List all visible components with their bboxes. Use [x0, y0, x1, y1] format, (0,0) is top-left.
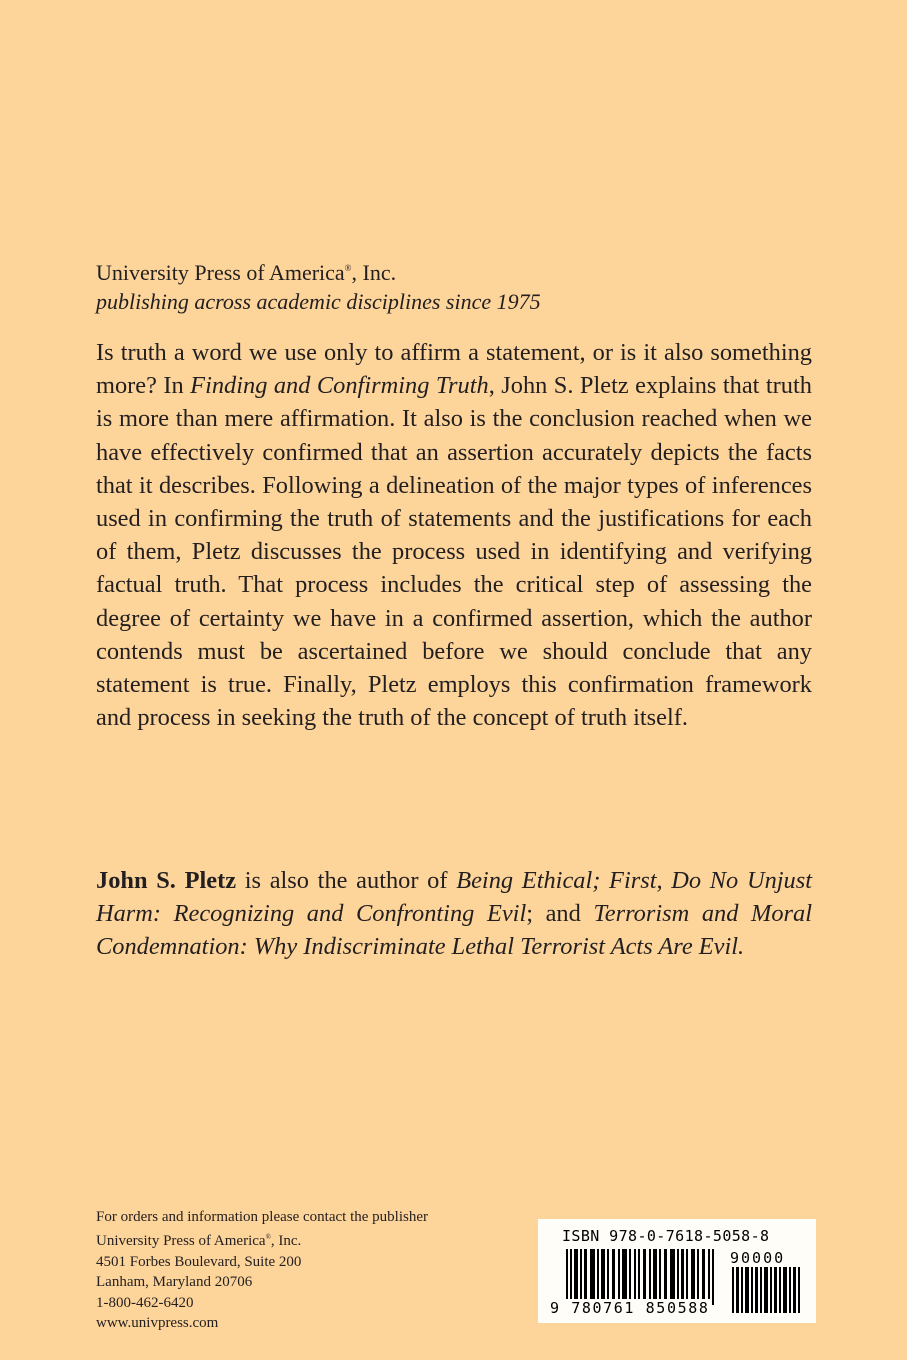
- publisher-suffix: , Inc.: [351, 260, 397, 285]
- contact-address-1: 4501 Forbes Boulevard, Suite 200: [96, 1253, 302, 1270]
- book-description: [96, 336, 812, 734]
- publisher-tagline: publishing across academic disciplines since 1975: [96, 289, 541, 314]
- addon-barcode-bars-icon: [732, 1267, 802, 1313]
- publisher-contact: [96, 1207, 428, 1333]
- contact-phone: 1-800-462-6420: [96, 1294, 194, 1311]
- bio-text: ; and: [526, 900, 594, 928]
- barcode-bars-icon: [566, 1249, 716, 1305]
- description-text: Is truth a word we use only to affirm a statement, or is it also something more? In: [96, 339, 812, 400]
- contact-publisher-suffix: , Inc.: [270, 1233, 302, 1250]
- isbn-label: ISBN 978-0-7618-5058-8: [562, 1227, 770, 1245]
- registered-mark: ®: [344, 263, 352, 273]
- contact-intro: For orders and information please contact the publisher: [96, 1209, 428, 1225]
- author-name: John S. Pletz: [96, 867, 237, 894]
- barcode-digits: 9 780761 850588: [550, 1299, 710, 1317]
- publisher-name: University Press of America: [96, 260, 345, 285]
- publisher-header: [96, 254, 541, 316]
- description-text: , John S. Pletz explains that truth is more than mere affirmation. It also is the conclusion reached when we have effectively confirmed that an assertion accurately depicts the facts that it describes. Following a delineation of the major types of inferences used in confirming the truth of statements and the justifications for each of them, Pletz discusses the process used in identifying and verifying factual truth. That process includes the critical step of assessing the degree of certainty we have in a confirmed assertion, which the author contends must be ascertained before we should conclude that any statement is true. Finally, Pletz employs this confirmation framework and process in seeking the truth of the concept of truth itself.: [96, 372, 812, 732]
- bio-text: is also the author of: [236, 867, 457, 894]
- other-book-title: Being Ethical; First, Do No Unjust Harm: Recognizing and Confronting Evil: [96, 867, 812, 928]
- isbn-barcode: [538, 1219, 816, 1323]
- registered-mark: ®: [265, 1233, 271, 1242]
- author-bio: [96, 864, 812, 964]
- contact-publisher-line: [96, 1227, 428, 1251]
- contact-address-2: Lanham, Maryland 20706: [96, 1274, 253, 1291]
- book-title: Finding and Confirming Truth: [190, 372, 489, 400]
- price-code: 90000: [730, 1249, 786, 1267]
- other-book-title: Terrorism and Moral Condemnation: Why Indiscriminate Lethal Terrorist Acts Are Evil.: [96, 900, 812, 961]
- contact-website: www.univpress.com: [96, 1315, 219, 1332]
- contact-publisher-name: University Press of America: [96, 1233, 266, 1250]
